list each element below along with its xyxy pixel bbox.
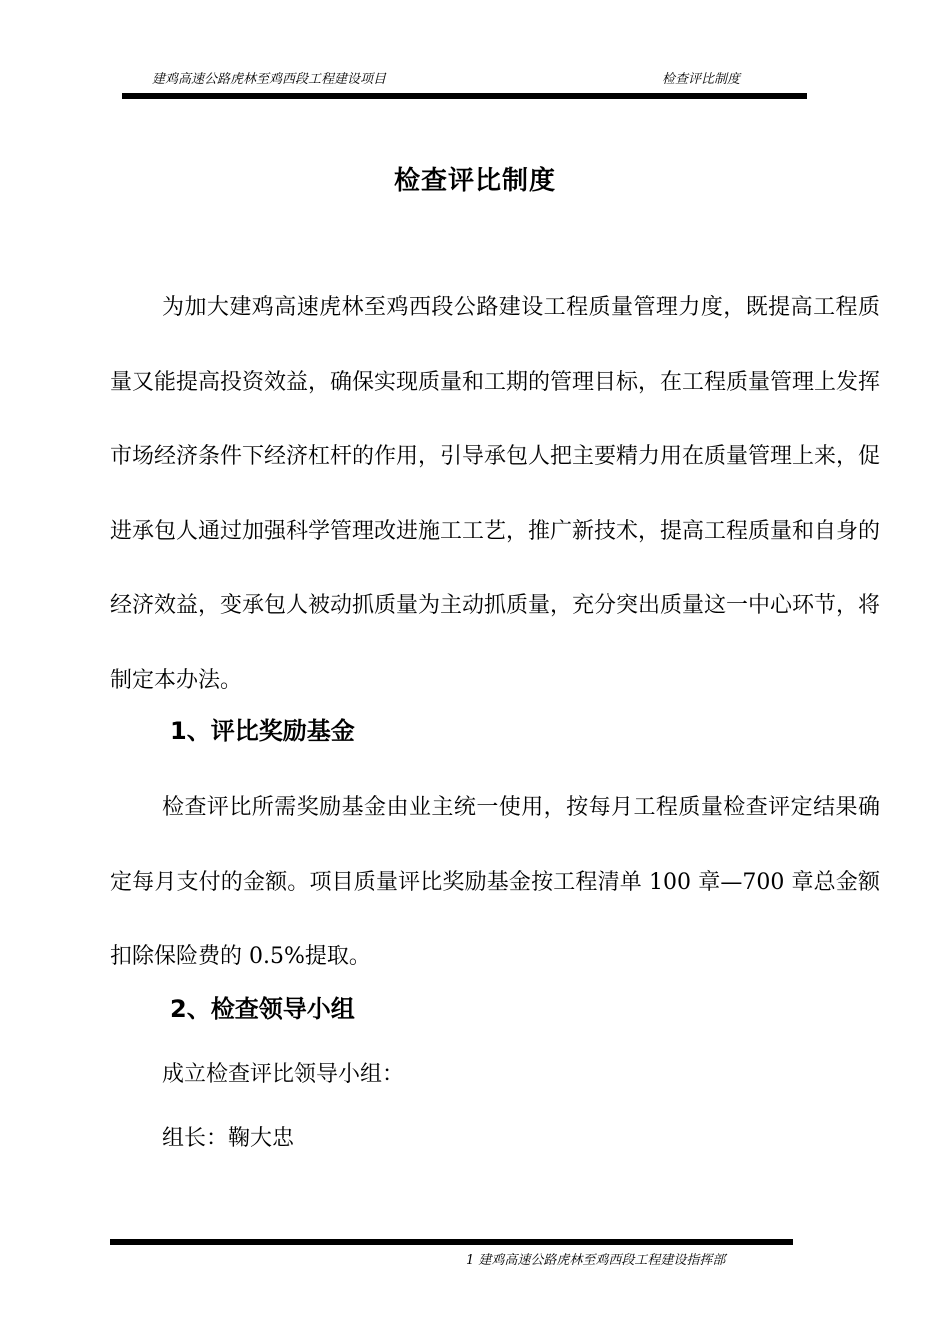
section-2-line-2: 组长：鞠大忠 xyxy=(162,1126,295,1151)
section-2-heading: 2、检查领导小组 xyxy=(170,995,355,1023)
footer-text: 1 建鸡高速公路虎林至鸡西段工程建设指挥部 xyxy=(466,1253,726,1268)
intro-paragraph: 为加大建鸡高速虎林至鸡西段公路建设工程质量管理力度，既提高工程质量又能提高投资效益，确保实现质量和工期的管理目标，在工程质量管理上发挥市场经济条件下经济杠杆的作用，引导承包人把主要精力用在质量管理上来，促进承包人通过加强科学管理改进施工工艺，推广新技术，提高工程质量和自身的经济效益，变承包人被动抓质量为主动抓质量，充分突出质量这一中心环节，将制定本办法。 xyxy=(110,295,881,693)
section-1-heading: 1、评比奖励基金 xyxy=(170,717,355,745)
header-divider xyxy=(122,93,807,99)
footer-divider xyxy=(110,1239,793,1245)
section-2-line-1: 成立检查评比领导小组： xyxy=(162,1062,405,1087)
header-document-name: 检查评比制度 xyxy=(662,72,741,87)
section-1-paragraph: 检查评比所需奖励基金由业主统一使用，按每月工程质量检查评定结果确定每月支付的金额。项目质量评比奖励基金按工程清单 100 章—700 章总金额扣除保险费的 0.5%提取。 xyxy=(110,795,880,970)
page-title: 检查评比制度 xyxy=(393,166,556,196)
header-project-name: 建鸡高速公路虎林至鸡西段工程建设项目 xyxy=(152,72,387,87)
